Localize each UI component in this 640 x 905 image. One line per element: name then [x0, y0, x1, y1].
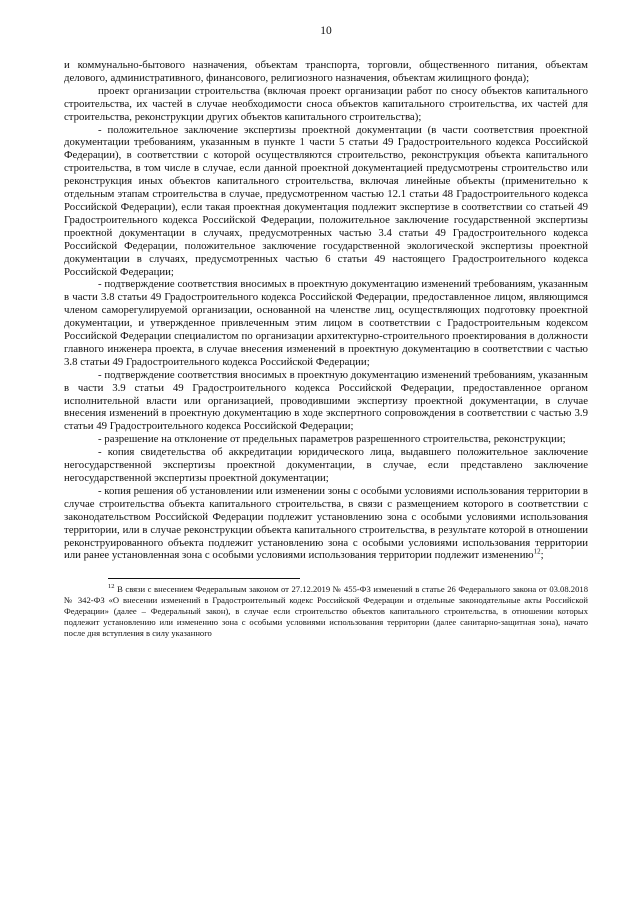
footnote-divider: [108, 578, 300, 579]
paragraph-8-text: - копия решения об установлении или изменении зоны с особыми условиями использования территории в случае строительства объекта капитального строительства, в связи с размещением которого в соответствии с законодательством Российской Федерации подлежит установлению зона с особыми условиями использования территории, или в случае реконструкции объекта капитального строительства, в результате которой в отношении реконструированного объекта подлежит установлению зона с особыми условиями использования территории или ранее установленная зона с особыми условиями использования территории подлежит изменению: [64, 484, 588, 562]
paragraph-3: - положительное заключение экспертизы проектной документации (в части соответствия проектной документации требованиям, указанным в пункте 1 части 5 статьи 49 Градостроительного кодекса Российской Федерации), в соответствии с которой осуществляются строительство, реконструкция объекта капитального строительства, в том числе в случае, если данной проектной документацией предусмотрены строительство или реконструкция иных объектов капитального строительства, включая линейные объекты (применительно к отдельным этапам строительства в случае, предусмотренном частью 12.1 статьи 48 Градостроительного кодекса Российской Федерации), если такая проектная документация подлежит экспертизе в соответствии со статьей 49 Градостроительного кодекса Российской Федерации, положительное заключение государственной экспертизы проектной документации в случаях, предусмотренных частью 3.4 статьи 49 Градостроительного кодекса Российской Федерации, положительное заключение государственной экологической экспертизы проектной документации в случаях, предусмотренных частью 6 статьи 49 настоящего Градостроительного кодекса Российской Федерации;: [64, 123, 588, 278]
paragraph-5: - подтверждение соответствия вносимых в проектную документацию изменений требованиям, указанным в части 3.9 статьи 49 Градостроительного кодекса Российской Федерации, предоставленное органом исполнительной власти или организацией, проводившими экспертизу проектной документации, в случае внесения изменений в проектную документацию в ходе экспертного сопровождения в соответствии с частью 3.9 статьи 49 Градостроительного кодекса Российской Федерации;: [64, 368, 588, 433]
page-number: 10: [320, 25, 332, 37]
body-text: [64, 59, 588, 562]
footnote-text: В связи с внесением Федеральным законом от 27.12.2019 № 455-ФЗ изменений в статье 26 Федерального закона от 03.08.2018 № 342-ФЗ «О внесении изменений в Градостроительный кодекс Российской Федерации и отдельные законодательные акты Российской Федерации» (далее – Федеральный закон), в случае если строительство объектов капитального строительства, в отношении которых подлежит установлению или изменению зона с особыми условиями использования территории (далее санитарно-защитная зона), начато после дня вступления в силу указанного: [64, 584, 588, 638]
paragraph-8-tail: ;: [540, 549, 544, 562]
footnote-12: [64, 584, 588, 638]
footnote-number: 12: [108, 583, 115, 591]
footnote-ref[interactable]: 12: [533, 547, 541, 556]
paragraph-2: проект организации строительства (включая проект организации работ по сносу объектов капитального строительства, их частей в случае необходимости сноса объектов капитального строительства, их частей для строительства, реконструкции других объектов капитального строительства);: [64, 84, 588, 123]
paragraph-8: [64, 485, 588, 562]
footnotes: [64, 584, 588, 638]
paragraph-7: - копия свидетельства об аккредитации юридического лица, выдавшего положительное заключение негосударственной экспертизы проектной документации, в случае, если представлено заключение негосударственной экспертизы проектной документации;: [64, 446, 588, 484]
paragraph-6: - разрешение на отклонение от предельных параметров разрешенного строительства, реконструкции;: [98, 433, 566, 446]
paragraph-1: и коммунально-бытового назначения, объектам транспорта, торговли, общественного питания, объектам делового, административного, финансового, религиозного назначения, объектам жилищного фонда);: [64, 59, 588, 84]
paragraph-4: - подтверждение соответствия вносимых в проектную документацию изменений требованиям, указанным в части 3.8 статьи 49 Градостроительного кодекса Российской Федерации, предоставленное лицом, являющимся членом саморегулируемой организации, основанной на членстве лиц, осуществляющих подготовку проектной документации, и утвержденное привлеченным этим лицом в соответствии с Градостроительным кодексом Российской Федерации специалистом по организации архитектурно-строительного проектирования в должности главного инженера проекта, в случае внесения изменений в проектную документацию в соответствии с частью 3.8 статьи 49 Градостроительного кодекса Российской Федерации;: [64, 278, 588, 368]
